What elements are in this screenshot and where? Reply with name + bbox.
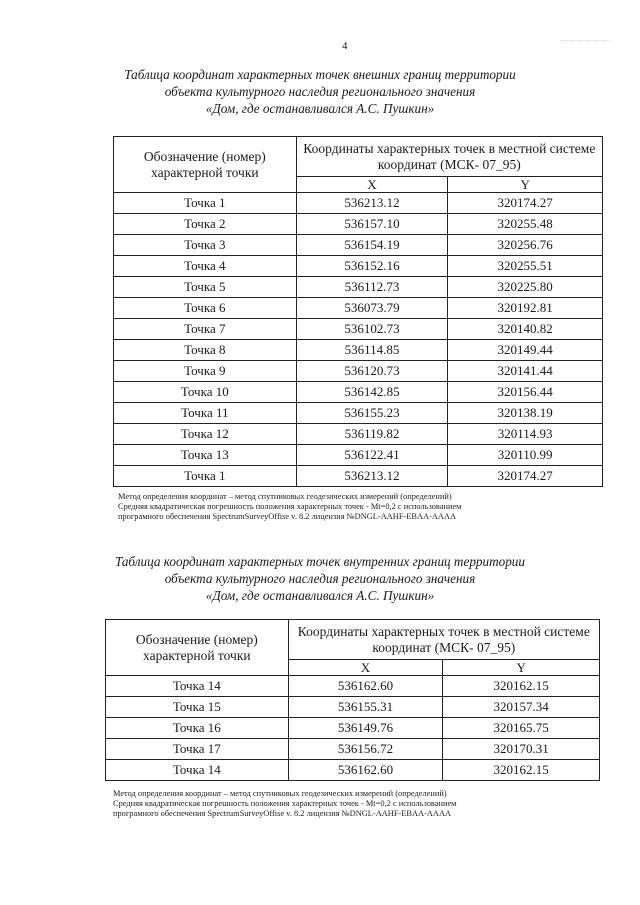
y-cell: 320225.80 [448,277,603,298]
table2-header-y: Y [443,660,600,676]
x-cell: 536112.73 [296,277,448,298]
table1-caption-line3: «Дом, где останавливался А.С. Пушкин» [205,101,435,116]
table-row [114,319,603,340]
table2-note-line3: програмного обеспечения SpectrumSurveyOffise v. 8.2 лицензия №DNGL-AAHF-EBAA-AAAA [113,809,452,818]
table1-header-x: X [296,177,448,193]
y-cell: 320192.81 [448,298,603,319]
point-cell: Точка 7 [114,319,297,340]
table-row [114,445,603,466]
table-row [114,361,603,382]
x-cell: 536114.85 [296,340,448,361]
y-cell: 320141.44 [448,361,603,382]
x-cell: 536152.16 [296,256,448,277]
x-cell: 536119.82 [296,424,448,445]
x-cell: 536154.19 [296,235,448,256]
x-cell: 536162.60 [288,760,443,781]
table1-caption-line1: Таблица координат характерных точек внешних границ территории [124,67,516,82]
x-cell: 536162.60 [288,676,443,697]
y-cell: 320156.44 [448,382,603,403]
table2-caption [0,553,640,604]
table2-caption-line1: Таблица координат характерных точек внутренних границ территории [114,554,525,569]
point-cell: Точка 14 [106,676,289,697]
y-cell: 320157.34 [443,697,600,718]
y-cell: 320170.31 [443,739,600,760]
x-cell: 536120.73 [296,361,448,382]
table-row [114,403,603,424]
point-cell: Точка 1 [114,466,297,487]
table1-note [118,492,461,522]
y-cell: 320256.76 [448,235,603,256]
scan-speck [560,40,610,47]
table2-caption-line3: «Дом, где останавливался А.С. Пушкин» [205,588,435,603]
y-cell: 320255.48 [448,214,603,235]
x-cell: 536073.79 [296,298,448,319]
y-cell: 320174.27 [448,466,603,487]
table-row [106,676,600,697]
y-cell: 320162.15 [443,676,600,697]
point-cell: Точка 4 [114,256,297,277]
table2-note-line1: Метод определения координат – метод спутниковых геодезических измерений (определений) [113,789,447,798]
table1-header-coords: Координаты характерных точек в местной системе координат (МСК- 07_95) [296,137,602,177]
table2-coordinates [105,619,600,781]
x-cell: 536157.10 [296,214,448,235]
table-row [114,214,603,235]
table-row [114,466,603,487]
point-cell: Точка 6 [114,298,297,319]
table2-note [113,789,456,819]
y-cell: 320140.82 [448,319,603,340]
y-cell: 320162.15 [443,760,600,781]
table2-body [106,676,600,781]
table1-header-point: Обозначение (номер) характерной точки [114,137,297,193]
table-row [114,340,603,361]
y-cell: 320255.51 [448,256,603,277]
y-cell: 320165.75 [443,718,600,739]
y-cell: 320174.27 [448,193,603,214]
x-cell: 536213.12 [296,193,448,214]
table1-body [114,193,603,487]
table-row [106,697,600,718]
table-row [114,277,603,298]
table-row [106,739,600,760]
table-row [114,298,603,319]
table-row [114,424,603,445]
point-cell: Точка 13 [114,445,297,466]
point-cell: Точка 3 [114,235,297,256]
table1-coordinates [113,136,603,487]
x-cell: 536122.41 [296,445,448,466]
x-cell: 536102.73 [296,319,448,340]
point-cell: Точка 12 [114,424,297,445]
x-cell: 536155.23 [296,403,448,424]
table-row [114,235,603,256]
point-cell: Точка 15 [106,697,289,718]
table2-header-coords: Координаты характерных точек в местной системе координат (МСК- 07_95) [288,620,599,660]
point-cell: Точка 1 [114,193,297,214]
table-row [106,760,600,781]
point-cell: Точка 14 [106,760,289,781]
table2-header-point: Обозначение (номер) характерной точки [106,620,289,676]
point-cell: Точка 9 [114,361,297,382]
x-cell: 536156.72 [288,739,443,760]
point-cell: Точка 17 [106,739,289,760]
point-cell: Точка 10 [114,382,297,403]
table1-note-line2: Средняя квадратическая погрешность положения характерных точек - Mt=0,2 с использованием [118,502,462,511]
y-cell: 320138.19 [448,403,603,424]
table-row [114,193,603,214]
point-cell: Точка 11 [114,403,297,424]
y-cell: 320110.99 [448,445,603,466]
x-cell: 536155.31 [288,697,443,718]
table2-note-line2: Средняя квадратическая погрешность положения характерных точек - Mt=0,2 с использованием [113,799,457,808]
table1-note-line3: програмного обеспечения SpectrumSurveyOffise v. 8.2 лицензия №DNGL-AAHF-EBAA-AAAA [118,512,457,521]
table1-note-line1: Метод определения координат – метод спутниковых геодезических измерений (определений) [118,492,452,501]
table1-caption-line2: объекта культурного наследия регионального значения [164,84,476,99]
table-row [114,256,603,277]
table2-header-x: X [288,660,443,676]
y-cell: 320149.44 [448,340,603,361]
point-cell: Точка 8 [114,340,297,361]
page-number: 4 [342,40,348,52]
x-cell: 536213.12 [296,466,448,487]
table-row [106,718,600,739]
point-cell: Точка 16 [106,718,289,739]
y-cell: 320114.93 [448,424,603,445]
x-cell: 536142.85 [296,382,448,403]
table1-header-y: Y [448,177,603,193]
point-cell: Точка 5 [114,277,297,298]
table-row [114,382,603,403]
table1-caption [0,66,640,117]
table2-caption-line2: объекта культурного наследия регионального значения [164,571,476,586]
point-cell: Точка 2 [114,214,297,235]
x-cell: 536149.76 [288,718,443,739]
